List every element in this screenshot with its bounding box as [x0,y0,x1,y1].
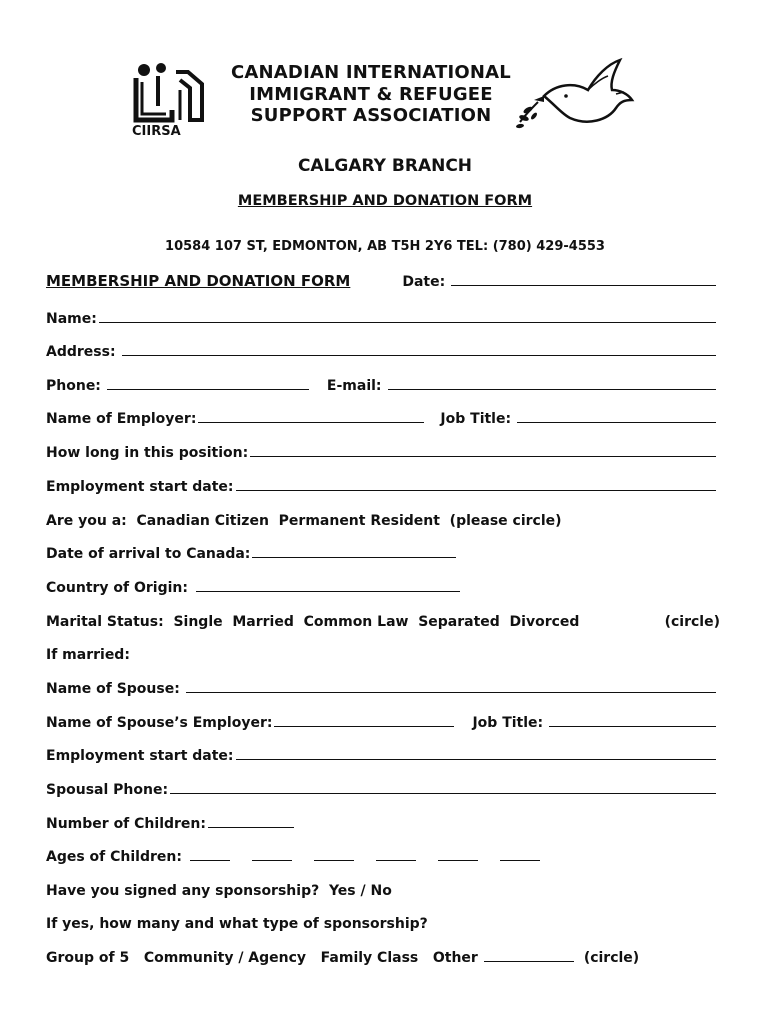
spousal-phone-label: Spousal Phone: [46,782,169,798]
job-title-field[interactable] [517,422,716,423]
spouse-name-row [46,675,716,697]
address-label: Address: [46,344,116,360]
spouse-name-label: Name of Spouse: [46,681,180,697]
group-options[interactable]: Group of 5 Community / Agency Family Class Other [46,950,478,966]
spousal-phone-row [46,776,716,798]
child-age-field[interactable] [500,860,540,861]
org-line-3: SUPPORT ASSOCIATION [250,105,492,126]
children-count-field[interactable] [208,827,294,828]
how-long-row [46,439,716,461]
arrival-row [46,540,716,562]
marital-circle-note: (circle) [664,614,720,630]
how-long-field[interactable] [250,456,716,457]
logo-text: CIIRSA [132,124,181,139]
status-options[interactable]: Are you a: Canadian Citizen Permanent Resident (please circle) [46,513,562,529]
if-married-label: If married: [46,647,130,663]
title-date-row [46,268,716,290]
if-married-row [46,641,716,663]
org-line-2: IMMIGRANT & REFUGEE [249,83,493,105]
sponsorship-type-question: If yes, how many and what type of sponsorship? [46,916,428,932]
employer-field[interactable] [198,422,424,423]
phone-field[interactable] [107,389,309,390]
address-field[interactable] [122,355,716,356]
start-date-row [46,473,716,495]
address-row [46,338,716,360]
org-line-1: CANADIAN INTERNATIONAL [231,62,511,83]
other-field[interactable] [484,961,574,962]
arrival-field[interactable] [252,557,456,558]
name-field[interactable] [99,322,716,323]
children-ages-label: Ages of Children: [46,849,182,865]
employer-row [46,405,716,427]
sponsorship-row [46,877,716,899]
marital-options[interactable]: Marital Status: Single Married Common Law Separated Divorced [46,614,580,630]
children-count-label: Number of Children: [46,816,206,832]
start-date-label: Employment start date: [46,479,234,495]
phone-label: Phone: [46,378,101,394]
marital-row [46,608,720,630]
date-label: Date: [402,274,446,290]
origin-row [46,574,716,596]
group-circle-note: (circle) [583,950,640,966]
child-age-field[interactable] [252,860,292,861]
status-row [46,507,716,529]
job-title-label: Job Title: [440,411,512,427]
sponsorship-question[interactable]: Have you signed any sponsorship? Yes / No [46,883,392,899]
spouse-job-title-field[interactable] [549,726,716,727]
child-age-field[interactable] [438,860,478,861]
child-age-field[interactable] [376,860,416,861]
form-title: MEMBERSHIP AND DONATION FORM [237,193,533,209]
spouse-start-date-field[interactable] [236,759,716,760]
spousal-phone-field[interactable] [170,793,716,794]
name-label: Name: [46,311,97,327]
child-age-field[interactable] [314,860,354,861]
arrival-label: Date of arrival to Canada: [46,546,251,562]
origin-field[interactable] [196,591,460,592]
spouse-employer-field[interactable] [274,726,454,727]
spouse-job-title-label: Job Title: [472,715,544,731]
spouse-start-date-row [46,742,716,764]
section-title: MEMBERSHIP AND DONATION FORM [46,272,351,290]
organization-name [218,62,524,127]
employer-label: Name of Employer: [46,411,197,427]
name-row [46,305,716,327]
start-date-field[interactable] [236,490,716,491]
children-ages-row [46,843,716,865]
origin-label: Country of Origin: [46,580,188,596]
email-field[interactable] [388,389,716,390]
dove-icon [516,56,644,132]
group-row [46,944,716,966]
spouse-name-field[interactable] [186,692,716,693]
organization-address: 10584 107 ST, EDMONTON, AB T5H 2Y6 TEL: (780) 429-4553 [165,239,605,254]
sponsorship-type-row [46,910,716,932]
children-count-row [46,810,716,832]
spouse-employer-label: Name of Spouse’s Employer: [46,715,273,731]
child-age-field[interactable] [190,860,230,861]
branch-title: CALGARY BRANCH [297,156,473,176]
spouse-employer-row [46,709,716,731]
phone-email-row [46,372,716,394]
spouse-start-date-label: Employment start date: [46,748,234,764]
how-long-label: How long in this position: [46,445,249,461]
email-label: E-mail: [326,378,382,394]
date-field[interactable] [451,285,716,286]
